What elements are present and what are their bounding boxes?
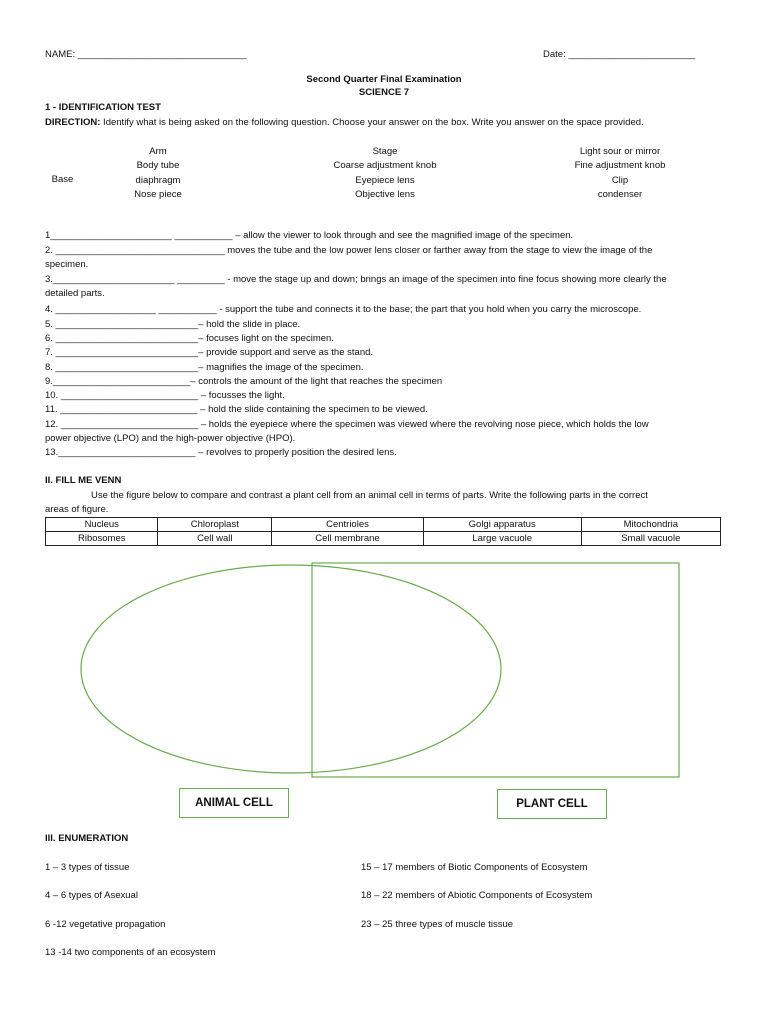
enum-item-left-1: 1 – 3 types of tissue (45, 862, 130, 873)
choice-item: Eyepiece lens (355, 174, 415, 186)
question-3: 3._______________________ _________ - move the stage up and down; brings an image of the specimen into fine focus showing more clearly the (45, 274, 667, 285)
enum-item-right-3: 23 – 25 three types of muscle tissue (361, 919, 514, 930)
choice-item: Nose piece (134, 188, 182, 200)
table-cell: Chloroplast (158, 518, 272, 532)
animal-cell-label: ANIMAL CELL (179, 788, 289, 818)
plant-cell-rectangle (312, 563, 679, 777)
table-cell: Cell wall (158, 532, 272, 546)
choice-item: Stage (372, 146, 398, 157)
question-8: 8. ___________________________– magnifies the image of the specimen. (45, 362, 364, 373)
question-6: 6. ___________________________– focuses light on the specimen. (45, 333, 334, 344)
table-cell: Ribosomes (46, 532, 158, 546)
exam-title: Second Quarter Final Examination (306, 74, 462, 85)
question-10: 10. __________________________ – focusses the light. (45, 390, 285, 401)
choice-item: Arm (149, 146, 167, 157)
date-field-label: Date: ________________________ (543, 49, 696, 60)
choice-item: condenser (597, 188, 643, 200)
enum-item-left-4: 13 -14 two components of an ecosystem (45, 947, 216, 958)
question-13: 13.__________________________ – revolves to properly position the desired lens. (45, 447, 397, 458)
name-field-label: NAME: ________________________________ (45, 49, 247, 60)
choice-item: diaphragm (135, 174, 181, 186)
question-9: 9.__________________________– controls the amount of the light that reaches the specimen (45, 376, 443, 387)
choice-item: Objective lens (355, 188, 415, 200)
enum-item-right-1: 15 – 17 members of Biotic Components of Ecosystem (361, 862, 588, 873)
section1-heading: 1 - IDENTIFICATION TEST (45, 102, 161, 113)
section3-heading: III. ENUMERATION (45, 833, 129, 844)
direction-body: Identify what is being asked on the following question. Choose your answer on the box. Write you answer on the space provided. (100, 117, 644, 128)
enum-item-right-2: 18 – 22 members of Abiotic Components of Ecosystem (361, 890, 593, 901)
table-cell: Centrioles (272, 518, 424, 532)
question-1: 1_______________________ ___________ – allow the viewer to look through and see the magnified image of the specimen. (45, 230, 574, 241)
enum-item-left-3: 6 -12 vegetative propagation (45, 919, 166, 930)
question-11: 11. __________________________ – hold the slide containing the specimen to be viewed. (45, 404, 428, 415)
choice-item: Light sour or mirror (579, 146, 661, 157)
table-cell: Small vacuole (581, 532, 720, 546)
question-3-cont: detailed parts. (45, 288, 105, 299)
animal-cell-oval (81, 565, 501, 773)
section2-heading: II. FILL ME VENN (45, 475, 122, 486)
choice-item: Coarse adjustment knob (333, 160, 437, 172)
question-7: 7. ___________________________– provide support and serve as the stand. (45, 347, 374, 358)
table-cell: Large vacuole (423, 532, 581, 546)
table-cell: Mitochondria (581, 518, 720, 532)
choice-item: Clip (611, 174, 629, 186)
table-cell: Nucleus (46, 518, 158, 532)
choice-item: Fine adjustment knob (574, 160, 666, 172)
question-5: 5. ___________________________– hold the slide in place. (45, 319, 301, 330)
choice-item: Body tube (136, 160, 180, 172)
question-4: 4. ___________________ ___________ - support the tube and connects it to the base; the part that you hold when you carry the microscope. (45, 304, 642, 315)
direction-label: DIRECTION: (45, 117, 101, 128)
plant-cell-label: PLANT CELL (497, 789, 607, 819)
question-12: 12. __________________________ – holds the eyepiece where the specimen was viewed where the revolving nose piece, which holds the low (45, 419, 649, 430)
table-cell: Golgi apparatus (423, 518, 581, 532)
subject-title: SCIENCE 7 (358, 87, 410, 98)
question-2: 2. ________________________________ moves the tube and the low power lens closer or farther away from the stage to view the image of the (45, 245, 653, 256)
table-cell: Cell membrane (272, 532, 424, 546)
question-12-cont: power objective (LPO) and the high-power objective (HPO). (45, 433, 296, 444)
question-2-cont: specimen. (45, 259, 89, 270)
enum-item-left-2: 4 – 6 types of Asexual (45, 890, 138, 901)
choice-item: Base (51, 174, 74, 185)
venn-instruction-cont: areas of figure. (45, 504, 109, 515)
venn-instruction: Use the figure below to compare and contrast a plant cell from an animal cell in terms of parts. Write the following parts in the correct (91, 490, 648, 501)
